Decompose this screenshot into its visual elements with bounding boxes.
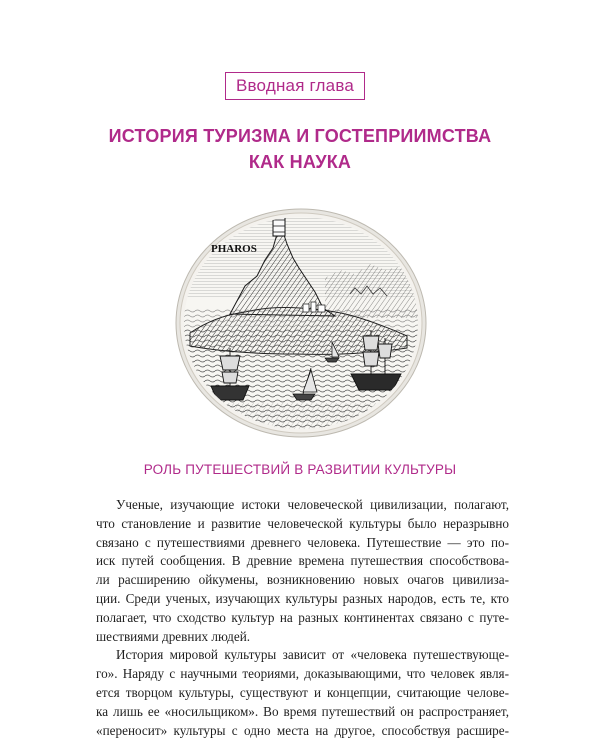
section-heading: РОЛЬ ПУТЕШЕСТВИЙ В РАЗВИТИИ КУЛЬТУРЫ [143,462,457,477]
body-line: «переносит» культуры с одно места на другое, способствуя расшире- [96,722,509,738]
body-line: ли расширению ойкумены, возникновению новых очагов цивилиза- [96,572,509,588]
body-line: связано с путешествиями древнего человека. Путешествие — это по- [96,534,509,550]
illustration-caption: PHAROS [211,243,257,255]
body-line: шествиями древних людей. [96,628,251,644]
body-line: История мировой культуры зависит от «человека путешествующе- [116,647,509,663]
chapter-label-text: Вводная глава [235,76,355,95]
chapter-title [0,123,600,175]
pharos-engraving-illustration [175,208,427,438]
body-line: ка лишь ее «носильщиком». Во время путешествий он распространяет, [96,703,509,719]
body-line: ции. Среди ученых, изучающих культуры разных народов, есть те, кто [96,590,509,606]
body-line: полагает, что сходство культур на разных континентах связано с путе- [96,609,509,625]
chapter-title-line-2: КАК НАУКА [248,152,352,172]
chapter-title-line-1: ИСТОРИЯ ТУРИЗМА И ГОСТЕПРИИМСТВА [108,126,492,146]
chapter-label [225,72,365,100]
body-line: го». Наряду с научными теориями, доказывающими, что человек явля- [96,666,509,682]
body-line: иск путей сообщения. В древние времена путешествия способствова- [96,553,509,569]
body-line: Ученые, изучающие истоки человеческой цивилизации, полагают, [116,497,509,512]
body-line: что становление и развитие человеческой культуры было неразрывно [96,515,509,531]
body-line: ется творцом культуры, существуют и концепции, считающие челове- [96,684,509,700]
body-text [96,496,509,740]
